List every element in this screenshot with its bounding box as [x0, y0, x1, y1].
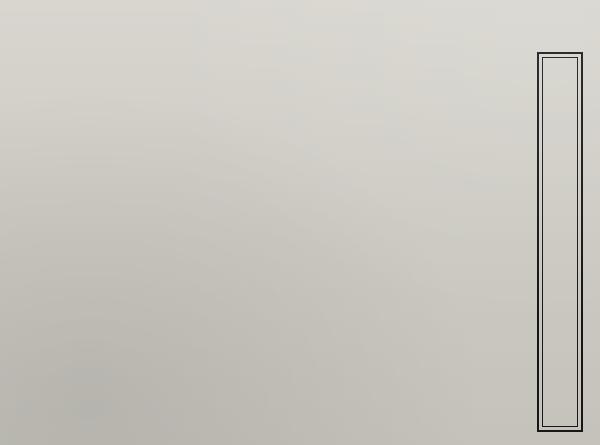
notice-body [8, 10, 532, 436]
notice-title [543, 64, 577, 424]
